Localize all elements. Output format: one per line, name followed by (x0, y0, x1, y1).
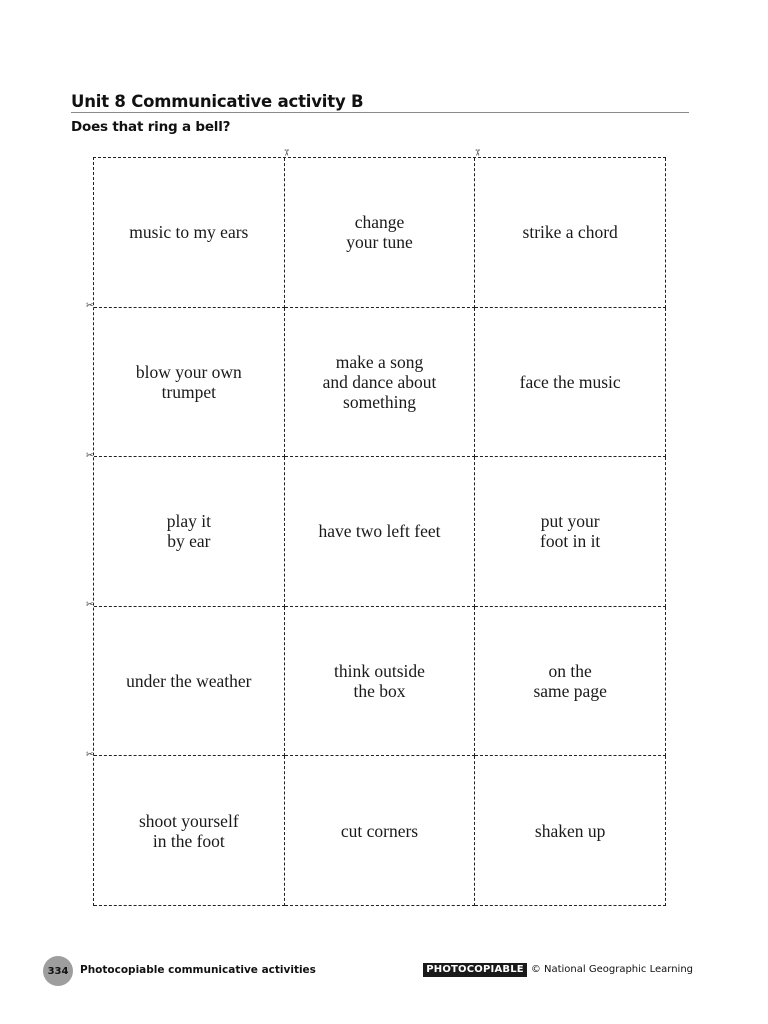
card-grid (93, 157, 666, 906)
idiom-card (475, 158, 666, 308)
card-text: face the music (519, 371, 621, 392)
card-text: think outside the box (334, 661, 425, 702)
page-title: Unit 8 Communicative activity B (71, 92, 364, 111)
card-text: change your tune (346, 212, 413, 253)
card-text: under the weather (126, 671, 252, 692)
idiom-card (285, 308, 476, 458)
card-text: blow your own trumpet (135, 361, 242, 402)
photocopiable-label: PHOTOCOPIABLE (423, 963, 527, 977)
idiom-card (475, 607, 666, 757)
idiom-card (285, 158, 476, 308)
page-number-badge (43, 956, 73, 986)
scissors-icon: ✂ (471, 148, 482, 157)
card-text: play it by ear (166, 511, 211, 552)
idiom-card (94, 756, 285, 906)
card-text: on the same page (533, 661, 607, 702)
scissors-icon: ✂ (280, 148, 291, 157)
card-text: put your foot in it (540, 511, 601, 552)
idiom-card (475, 308, 666, 458)
idiom-card (285, 607, 476, 757)
scissors-icon: ✂ (86, 750, 94, 760)
card-text: strike a chord (522, 222, 618, 243)
idiom-card (285, 457, 476, 607)
idiom-card (475, 457, 666, 607)
idiom-card (94, 457, 285, 607)
card-text: make a song and dance about something (322, 351, 437, 412)
card-text: shaken up (534, 820, 606, 841)
page-subtitle: Does that ring a bell? (71, 119, 231, 135)
idiom-card (94, 607, 285, 757)
scissors-icon: ✂ (86, 451, 94, 461)
idiom-card (94, 158, 285, 308)
card-text: have two left feet (318, 521, 441, 542)
card-text: shoot yourself in the foot (139, 810, 239, 851)
title-row (71, 92, 689, 113)
scissors-icon: ✂ (86, 600, 94, 610)
card-text: cut corners (340, 820, 419, 841)
idiom-card (94, 308, 285, 458)
copyright-text: © National Geographic Learning (530, 964, 693, 975)
idiom-card (285, 756, 476, 906)
footer-section-label: Photocopiable communicative activities (80, 964, 316, 976)
scissors-icon: ✂ (86, 301, 94, 311)
footer-credits (423, 963, 693, 977)
idiom-card (475, 756, 666, 906)
card-text: music to my ears (129, 222, 249, 243)
page-number: 334 (47, 965, 69, 977)
